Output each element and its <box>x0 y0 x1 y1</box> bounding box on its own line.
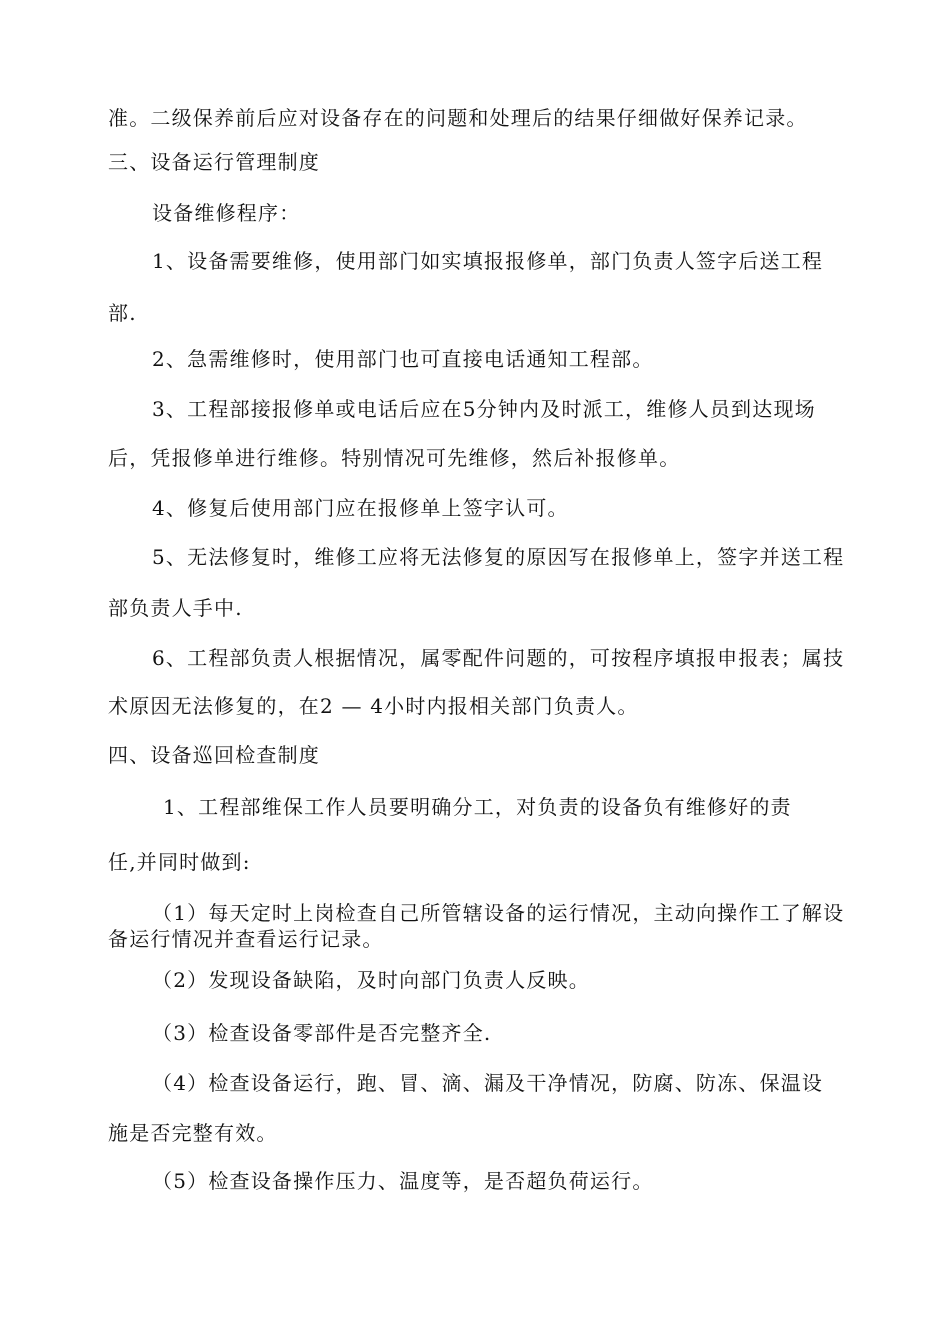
text-line: 准。二级保养前后应对设备存在的问题和处理后的结果仔细做好保养记录。 <box>108 106 808 130</box>
text-line: 6、工程部负责人根据情况，属零配件问题的，可按程序填报申报表；属技 <box>152 646 845 670</box>
text-line: 1、工程部维保工作人员要明确分工，对负责的设备负有维修好的责 <box>163 795 792 819</box>
section-heading: 四、设备巡回检查制度 <box>108 743 320 767</box>
text-line: 1、设备需要维修，使用部门如实填报报修单，部门负责人签字后送工程 <box>152 249 824 273</box>
text-line: （3）检查设备零部件是否完整齐全. <box>152 1021 492 1045</box>
text-line: 任,并同时做到: <box>108 850 251 874</box>
text-line: 后，凭报修单进行维修。特别情况可先维修，然后补报修单。 <box>108 446 681 470</box>
text-line: （4）检查设备运行，跑、冒、滴、漏及干净情况，防腐、防冻、保温设 <box>152 1071 824 1095</box>
text-line: 施是否完整有效。 <box>108 1121 278 1145</box>
text-line: （1）每天定时上岗检查自己所管辖设备的运行情况，主动向操作工了解设 <box>152 901 845 925</box>
text-line: 部负责人手中. <box>108 596 243 620</box>
text-line: 3、工程部接报修单或电话后应在5分钟内及时派工，维修人员到达现场 <box>152 397 816 421</box>
text-line: （5）检查设备操作压力、温度等，是否超负荷运行。 <box>152 1169 654 1193</box>
text-line: 部. <box>108 301 137 325</box>
text-line: 5、无法修复时，维修工应将无法修复的原因写在报修单上，签字并送工程 <box>152 545 845 569</box>
text-line: （2）发现设备缺陷，及时向部门负责人反映。 <box>152 968 590 992</box>
subsection-heading: 设备维修程序： <box>152 201 301 225</box>
section-heading: 三、设备运行管理制度 <box>108 150 320 174</box>
text-line: 4、修复后使用部门应在报修单上签字认可。 <box>152 496 569 520</box>
text-line: 术原因无法修复的，在2 — 4小时内报相关部门负责人。 <box>108 694 639 718</box>
text-line: 备运行情况并查看运行记录。 <box>108 927 384 951</box>
text-line: 2、急需维修时，使用部门也可直接电话通知工程部。 <box>152 347 654 371</box>
